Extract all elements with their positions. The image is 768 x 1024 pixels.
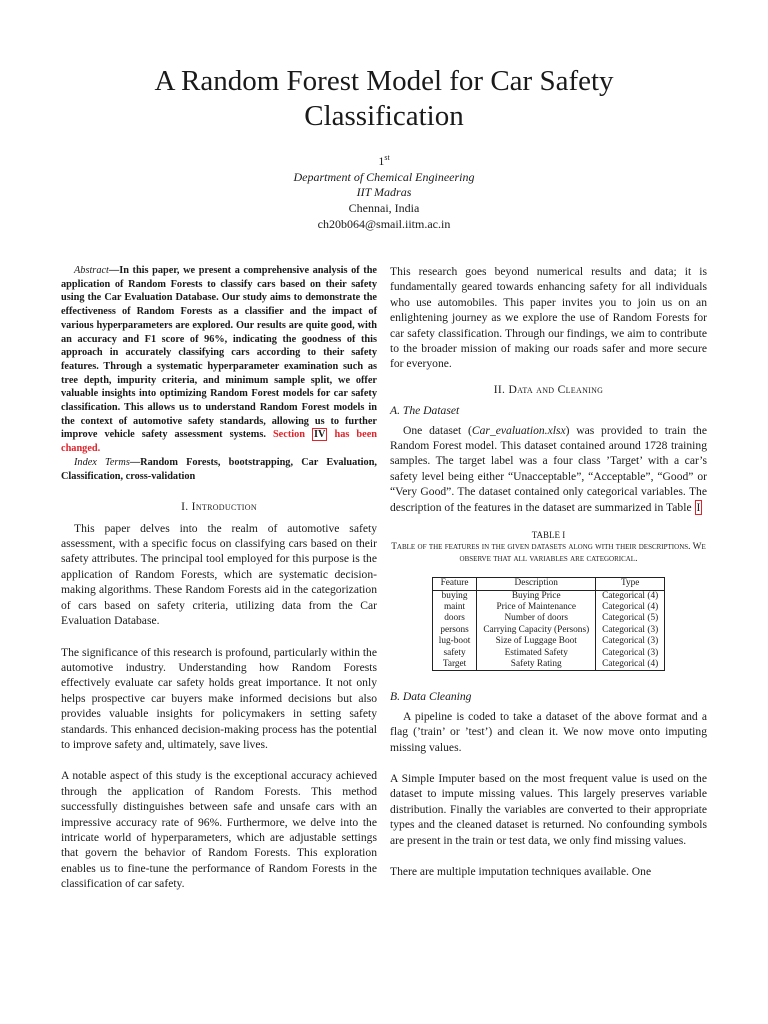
table-row	[432, 659, 664, 671]
cleaning-paragraph-3: There are multiple imputation techniques available. One	[390, 865, 652, 878]
table-cell: Categorical (3)	[596, 648, 665, 659]
index-terms: Index Terms—Random Forests, bootstrapping, Car Evaluation, Classification, cross-validation	[61, 456, 377, 482]
intro-continuation: This research goes beyond numerical results and data; it is fundamentally geared towards enhancing safety for all individuals who use automobiles. This paper invites you to join us on an enlightening journey as we explore the use of Random Forests for car safety classification. Through our findings, we aim to contribute to the broader mission of making our roads safer and more secure for everyone.	[390, 265, 707, 371]
table-label: TABLE I	[531, 530, 566, 541]
right-column	[390, 264, 707, 879]
table-cell: doors	[432, 613, 477, 624]
subsection-data-cleaning: B. Data Cleaning	[390, 690, 472, 704]
author-location: Chennai, India	[348, 201, 420, 216]
table-cell: Categorical (4)	[596, 659, 665, 671]
table-cell: maint	[432, 602, 477, 613]
table-header-row	[432, 578, 664, 590]
table-cell: buying	[432, 590, 477, 602]
index-terms-label: Index Terms	[74, 456, 130, 468]
table-cell: Target	[432, 659, 477, 671]
cleaning-paragraph-1: A pipeline is coded to take a dataset of the above format and a flag (’train’ or ’test’) and clean it. We now move onto imputing missing values.	[390, 709, 707, 754]
table-cell: lug-boot	[432, 636, 477, 647]
table-cell: Categorical (4)	[596, 590, 665, 602]
author-block	[184, 154, 584, 233]
intro-paragraph-3: A notable aspect of this study is the exceptional accuracy achieved through the application of Random Forests. This method successfully distinguishes between safe and unsafe cars with an impressive accuracy rate of 96%. Furthermore, we delve into the intricate world of hyperparameters, which are adjustable settings that govern the behavior of Random Forests. This exploration enables us to fine-tune the performance of Random Forests in the classification of car safety.	[61, 769, 377, 891]
table-header-cell: Type	[596, 578, 665, 590]
table-cell: Estimated Safety	[477, 648, 596, 659]
table-header-cell: Feature	[432, 578, 477, 590]
intro-paragraph-1: This paper delves into the realm of automotive safety assessment, with a specific focus on classifying cars based on their safety attributes. The principal tool employed for this purpose is the application of Random Forests, which are systematic decision-making algorithms. These Random Forests aid in the categorization of cars based on safety criteria, utilizing data from the Car Evaluation Database.	[61, 521, 377, 628]
subsection-dataset: A. The Dataset	[390, 404, 460, 418]
section-heading-data-cleaning: II. Data and Cleaning	[493, 382, 604, 396]
dataset-paragraph: One dataset (Car_evaluation.xlsx) was provided to train the Random Forest model. This dataset contained around 1728 training samples. The target label was a four class ’Target’ with a car’s safety level being either “Unacceptable”, “Acceptable”, “Good” or “Very Good”. The dataset contained only categorical variables. The description of the features in the dataset are summarized in Table I	[390, 423, 707, 514]
cleaning-paragraph-2: A Simple Imputer based on the most frequent value is used on the dataset to impute missing values. This largely preserves variable distribution. Finally the variables are converted to their appropriate types and the cleaned dataset is returned. No confounding symbols are present in the train or test data, we only find missing values.	[390, 771, 707, 847]
table-cell: Carrying Capacity (Persons)	[477, 625, 596, 636]
table-caption	[390, 529, 707, 565]
section-ref-link[interactable]: IV	[314, 429, 326, 441]
table-cell: Categorical (4)	[596, 602, 665, 613]
features-table	[432, 577, 665, 671]
table-cell: Categorical (5)	[596, 613, 665, 624]
left-column	[61, 264, 377, 892]
author-number: 1st	[378, 153, 390, 168]
table-row	[432, 625, 664, 636]
abstract-label: Abstract	[74, 265, 109, 276]
table-cell: Categorical (3)	[596, 625, 665, 636]
table-cell: Number of doors	[477, 613, 596, 624]
table-row	[432, 613, 664, 624]
table-cell: Categorical (3)	[596, 636, 665, 647]
table-row	[432, 648, 664, 659]
revision-note: Section IV has been changed.	[61, 429, 378, 455]
intro-paragraph-2: The significance of this research is profound, particularly within the automotive industry. Understanding how Random Forests effectively evaluate car safety holds great importance. It not only helps prospective car buyers make informed decisions but also provides valuable insights for policymakers in setting safety standards. This enhanced decision-making process has the potential to improve safety and, ultimately, save lives.	[61, 645, 377, 751]
table-cell: Safety Rating	[477, 659, 596, 671]
table-description: Table of the features in the given datasets along with their descriptions. We observe that all variables are categorical.	[391, 542, 706, 565]
table-ref-link[interactable]: I	[696, 500, 701, 514]
author-email[interactable]: ch20b064@smail.iitm.ac.in	[317, 216, 451, 231]
paper-title: A Random Forest Model for Car Safety Classification	[154, 65, 614, 132]
table-cell: persons	[432, 625, 477, 636]
abstract: Abstract—In this paper, we present a comprehensive analysis of the application of Random Forests to classify cars based on their safety using the Car Evaluation Database. Our study aims to demonstrate the effectiveness of Random Forests as a classifier and the impact of various hyperparameters are explored. Our results are quite good, with an accuracy and F1 score of 96%, indicating the goodness of this approach in accurately classifying cars according to their safety features. Through a systematic hyperparameter examination such as tree depth, impurity criteria, and minimum sample split, we offer valuable insights into optimizing Random Forest models for car safety classification. This allows us to understand Random Forest models in the context of automotive safety standards, allowing us to further improve vehicle safety assessment systems. Section IV has been changed.	[61, 265, 378, 455]
table-row	[432, 602, 664, 613]
table-row	[432, 636, 664, 647]
section-heading-introduction: I. Introduction	[181, 500, 257, 514]
table-cell: Price of Maintenance	[477, 602, 596, 613]
table-row	[432, 590, 664, 602]
table-cell: Buying Price	[477, 590, 596, 602]
author-institute: IIT Madras	[356, 185, 412, 200]
dataset-filename: Car_evaluation.xlsx	[471, 423, 566, 437]
author-ordinal: st	[384, 153, 390, 162]
abstract-text: In this paper, we present a comprehensive analysis of the application of Random Forests to classify cars based on their safety using the Car Evaluation Database. Our study aims to demonstrate the effectiveness of Random Forests as a classifier and the impact of various hyperparameters are explored. Our results are quite good, with an accuracy and F1 score of 96%, indicating the goodness of this approach in accurately classifying cars according to their safety features. Through a systematic hyperparameter examination such as tree depth, impurity criteria, and minimum sample split, we offer valuable insights into optimizing Random Forest models for car safety classification. This allows us to understand Random Forest models in the context of automotive safety standards, allowing us to further improve vehicle safety assessment systems.	[61, 265, 377, 441]
author-department: Department of Chemical Engineering	[293, 169, 475, 184]
table-cell: Size of Luggage Boot	[477, 636, 596, 647]
index-terms-text: Random Forests, bootstrapping, Car Evaluation, Classification, cross-validation	[61, 456, 377, 482]
table-header-cell: Description	[477, 578, 596, 590]
table-cell: safety	[432, 648, 477, 659]
